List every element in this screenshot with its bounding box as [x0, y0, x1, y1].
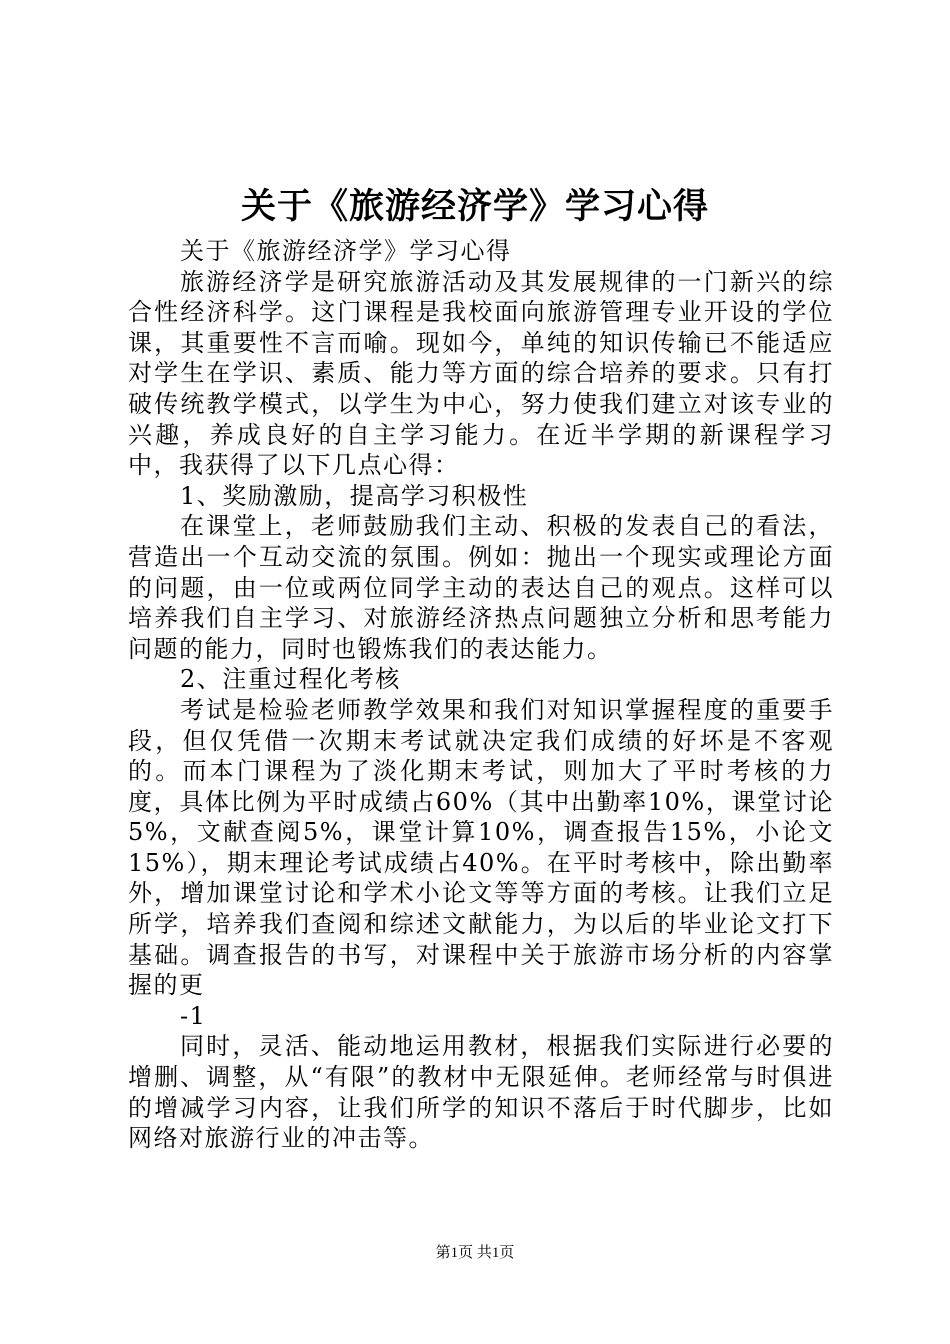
page-marker: -1: [180, 1001, 207, 1030]
subtitle-paragraph: 关于《旅游经济学》学习心得: [180, 237, 512, 265]
section-heading-1: 1、奖励激励，提高学习积极性: [180, 481, 529, 510]
section-heading-2: 2、注重过程化考核: [180, 665, 401, 694]
document-body: [128, 236, 834, 1154]
document-title: 关于《旅游经济学》学习心得: [240, 186, 709, 227]
section-paragraph-2: 考试是检验老师教学效果和我们对知识掌握程度的重要手段，但仅凭借一次期末考试就决定我们成绩的好坏是不客观的。而本门课程为了淡化期末考试，则加大了平时考核的力度，具体比例为平时成绩占60%（其中出勤率10%，课堂讨论5%，文献查阅5%，课堂计算10%，调查报告15%，小论文15%），期末理论考试成绩占40%。在平时考核中，除出勤率外，增加课堂讨论和学术小论文等等方面的考核。让我们立足所学，培养我们查阅和综述文献能力，为以后的毕业论文打下基础。调查报告的书写，对课程中关于旅游市场分析的内容掌握的更: [128, 695, 834, 1000]
closing-paragraph: 同时，灵活、能动地运用教材，根据我们实际进行必要的增删、调整，从“有限”的教材中无限延伸。老师经常与时俱进的增减学习内容，让我们所学的知识不落后于时代脚步，比如网络对旅游行业的冲击等。: [128, 1032, 834, 1153]
section-paragraph-1: 在课堂上，老师鼓励我们主动、积极的发表自己的看法，营造出一个互动交流的氛围。例如：抛出一个现实或理论方面的问题，由一位或两位同学主动的表达自己的观点。这样可以培养我们自主学习、对旅游经济热点问题独立分析和思考能力问题的能力，同时也锻炼我们的表达能力。: [128, 512, 834, 663]
page-footer: 第1页 共1页: [435, 1245, 515, 1261]
intro-paragraph: 旅游经济学是研究旅游活动及其发展规律的一门新兴的综合性经济科学。这门课程是我校面向旅游管理专业开设的学位课，其重要性不言而喻。现如今，单纯的知识传输已不能适应对学生在学识、素质、能力等方面的综合培养的要求。只有打破传统教学模式，以学生为中心，努力使我们建立对该专业的兴趣，养成良好的自主学习能力。在近半学期的新课程学习中，我获得了以下几点心得：: [128, 267, 834, 480]
